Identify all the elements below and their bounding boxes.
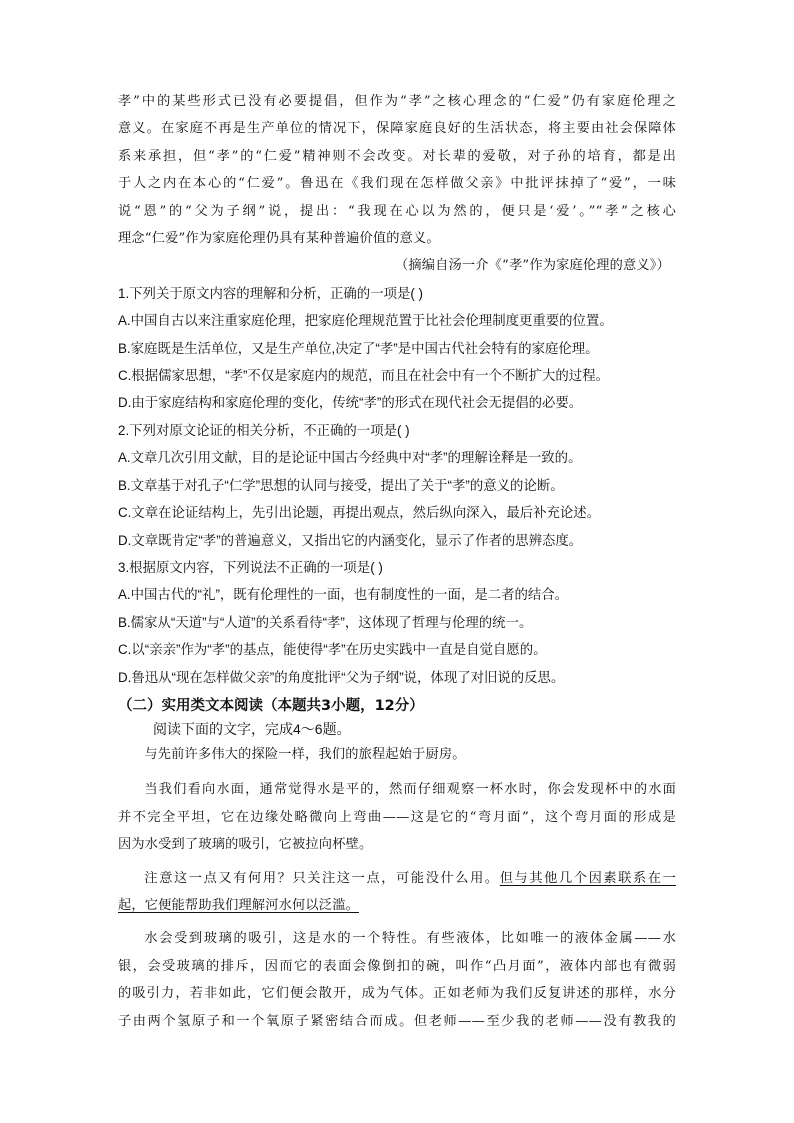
underlined-sentence: 起，它便能帮助我们理解河水何以泛滥。 — [118, 897, 359, 913]
passage-line: 于人之内在本心的“仁爱”。鲁迅在《我们现在怎样做父亲》中批评抹掉了“爱”，一味 — [118, 176, 676, 192]
source-citation: （摘编自汤一介《“孝”作为家庭伦理的意义》） — [394, 258, 670, 274]
passage-line: 理念“仁爱”作为家庭伦理仍具有某种普遍价值的意义。 — [118, 231, 440, 247]
passage-line: 并不完全平坦，它在边缘处略微向上弯曲——这是它的“弯月面”，这个弯月面的形成是 — [118, 809, 676, 825]
passage-2 — [118, 741, 676, 1035]
passage-excerpt — [118, 88, 676, 280]
section-heading: （二）实用类文本阅读（本题共3小题，12分） — [118, 697, 424, 714]
question-stem: 1.下列关于原文内容的理解和分析，正确的一项是( ) — [118, 285, 424, 301]
question-3 — [118, 554, 676, 691]
plain-text: 注意这一点又有何用？只关注这一点，可能没什么用。 — [144, 870, 500, 886]
option-b: B.家庭既是生活单位，又是生产单位,决定了“孝”是中国古代社会特有的家庭伦理。 — [118, 340, 599, 356]
passage-line: 的吸引力，若非如此，它们便会散开，成为气体。正如老师为我们反复讲述的那样，水分 — [118, 986, 676, 1002]
option-c: C.文章在论证结构上，先引出论题，再提出观点，然后纵向深入，最后补充论述。 — [118, 505, 601, 521]
option-b: B.文章基于对孔子“仁学”思想的认同与接受，提出了关于“孝”的意义的论断。 — [118, 477, 564, 493]
option-d: D.由于家庭结构和家庭伦理的变化，传统“孝”的形式在现代社会无提倡的必要。 — [118, 395, 583, 411]
section-instruction: 阅读下面的文字，完成4～6题。 — [153, 720, 351, 737]
passage-line: 银，会受玻璃的排斥，因而它的表面会像倒扣的碗，叫作“凸月面”，液体内部也有微弱 — [118, 958, 676, 974]
lead-sentence: 与先前许多伟大的探险一样，我们的旅程起始于厨房。 — [144, 746, 466, 762]
option-a: A.中国古代的“礼”，既有伦理性的一面，也有制度性的一面，是二者的结合。 — [118, 587, 569, 603]
question-stem: 3.根据原文内容，下列说法不正确的一项是( ) — [118, 559, 383, 575]
question-stem: 2.下列对原文论证的相关分析，不正确的一项是( ) — [118, 422, 410, 438]
option-d: D.文章既肯定“孝”的普遍意义，又指出它的内涵变化，显示了作者的思辨态度。 — [118, 532, 583, 548]
passage-line — [118, 892, 676, 919]
passage-line: 系来承担，但“孝”的“仁爱”精神则不会改变。对长辈的爱敬，对子孙的培育，都是出 — [118, 148, 676, 164]
passage-line — [118, 865, 676, 892]
option-a: A.文章几次引用文献，目的是论证中国古今经典中对“孝”的理解诠释是一致的。 — [118, 450, 582, 466]
section-2 — [118, 695, 676, 1035]
passage-line: 因为水受到了玻璃的吸引，它被拉向杯壁。 — [118, 837, 373, 853]
passage-line: 子由两个氢原子和一个氧原子紧密结合而成。但老师——至少我的老师——没有教我的 — [118, 1013, 676, 1029]
passage-line: 意义。在家庭不再是生产单位的情况下，保障家庭良好的生活状态，将主要由社会保障体 — [118, 121, 676, 137]
option-d: D.鲁迅从“现在怎样做父亲”的角度批评“父为子纲”说，体现了对旧说的反思。 — [118, 669, 565, 685]
question-1 — [118, 280, 676, 417]
passage-line: 孝”中的某些形式已没有必要提倡，但作为“孝”之核心理念的“仁爱”仍有家庭伦理之 — [118, 94, 676, 109]
question-list — [118, 280, 676, 691]
option-a: A.中国自古以来注重家庭伦理，把家庭伦理规范置于比社会伦理制度更重要的位置。 — [118, 313, 613, 329]
passage-line: 说“恩”的“父为子纲”说，提出：“我现在心以为然的，便只是‘爱’。”“孝”之核心 — [118, 203, 676, 219]
passage-line: 水会受到玻璃的吸引，这是水的一个特性。有些液体，比如唯一的液体金属——水 — [144, 931, 676, 947]
underlined-sentence: 但与其他几个因素联系在一 — [499, 870, 676, 886]
option-b: B.儒家从“天道”与“人道”的关系看待“孝”，这体现了哲理与伦理的统一。 — [118, 614, 533, 630]
option-c: C.以“亲亲”作为“孝”的基点，能使得“孝”在历史实践中一直是自觉自愿的。 — [118, 642, 547, 658]
passage-line: 当我们看向水面，通常觉得水是平的，然而仔细观察一杯水时，你会发现杯中的水面 — [144, 782, 676, 798]
question-2 — [118, 417, 676, 554]
option-c: C.根据儒家思想，“孝”不仅是家庭内的规范，而且在社会中有一个不断扩大的过程。 — [118, 368, 609, 384]
